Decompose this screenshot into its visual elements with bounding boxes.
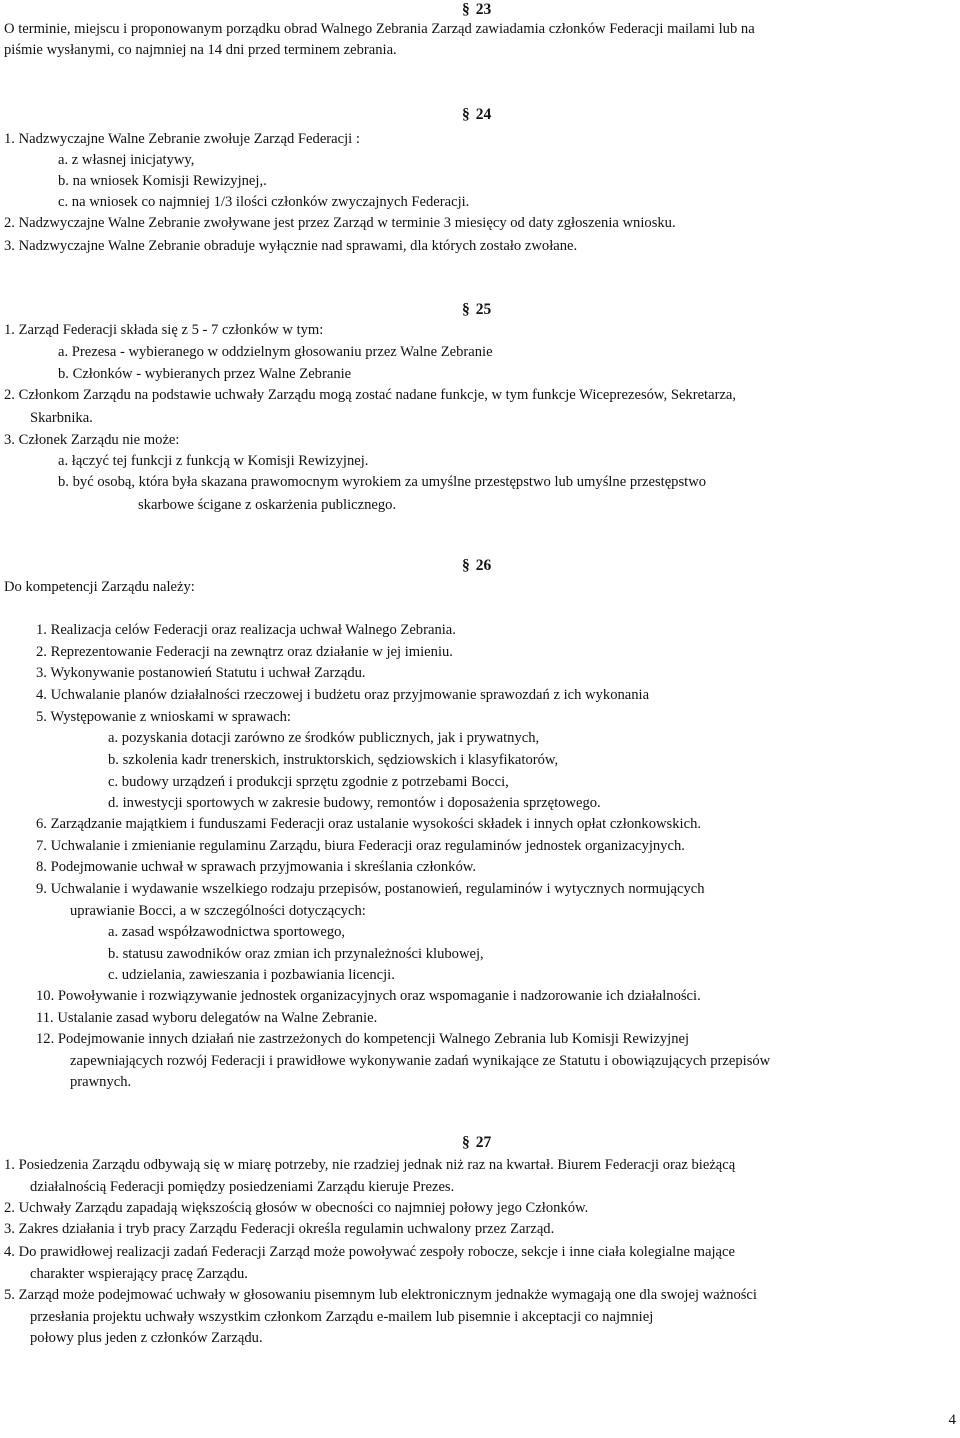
text-line: charakter wspierający pracę Zarządu. [30,1266,248,1282]
text-line: 2. Reprezentowanie Federacji na zewnątrz oraz działanie w jej imieniu. [36,644,453,660]
text-line: 3. Członek Zarządu nie może: [4,432,180,448]
text-line: a. zasad współzawodnictwa sportowego, [108,924,346,940]
section-number: 24 [475,106,492,123]
text-line: 10. Powoływanie i rozwiązywanie jednostek organizacyjnych oraz wspomaganie i nadzorowanie ich działalności. [36,988,701,1004]
section-symbol: § [462,301,470,318]
text-line: 3. Nadzwyczajne Walne Zebranie obraduje wyłącznie nad sprawami, dla których zostało zwołane. [4,238,578,254]
text-line: b. na wniosek Komisji Rewizyjnej,. [58,173,267,189]
section-number: 23 [475,1,492,18]
text-line: a. z własnej inicjatywy, [58,152,195,168]
section-number: 25 [475,301,492,318]
section-symbol: § [462,557,470,574]
text-line: 11. Ustalanie zasad wyboru delegatów na Walne Zebranie. [36,1010,378,1026]
section-heading-s24 [462,107,491,123]
text-line: połowy plus jeden z członków Zarządu. [30,1330,263,1346]
text-line: 5. Występowanie z wnioskami w sprawach: [36,709,291,725]
text-line: b. być osobą, która była skazana prawomocnym wyrokiem za umyślne przestępstwo lub umyślne przestępstwo [58,474,707,490]
text-line: 2. Uchwały Zarządu zapadają większością głosów w obecności co najmniej połowy jego Członków. [4,1200,589,1216]
text-line: 12. Podejmowanie innych działań nie zastrzeżonych do kompetencji Walnego Zebrania lub Komisji Rewizyjnej [36,1031,690,1047]
text-line: 5. Zarząd może podejmować uchwały w głosowaniu pisemnym lub elektronicznym jednakże wymagają one dla swojej ważności [4,1287,757,1303]
text-line: 1. Realizacja celów Federacji oraz realizacja uchwał Walnego Zebrania. [36,622,456,638]
text-line: b. Członków - wybieranych przez Walne Zebranie [58,366,352,382]
text-line: c. na wniosek co najmniej 1/3 ilości członków zwyczajnych Federacji. [58,194,470,210]
text-line: skarbowe ścigane z oskarżenia publicznego. [138,497,397,513]
text-line: b. szkolenia kadr trenerskich, instruktorskich, sędziowskich i klasyfikatorów, [108,752,559,768]
section-heading-s23 [462,2,491,18]
text-line: 4. Do prawidłowej realizacji zadań Federacji Zarząd może powoływać zespoły robocze, sekcje i inne ciała kolegialne mające [4,1244,735,1260]
text-line: zapewniających rozwój Federacji i prawidłowe wykonywanie zadań wynikające ze Statutu i obowiązujących przepisów [70,1053,771,1069]
text-line: O terminie, miejscu i proponowanym porządku obrad Walnego Zebrania Zarząd zawiadamia członków Federacji mailami lub na [4,21,755,37]
section-intro: Do kompetencji Zarządu należy: [4,579,195,595]
text-line: b. statusu zawodników oraz zmian ich przynależności klubowej, [108,946,484,962]
text-line: a. Prezesa - wybieranego w oddzielnym głosowaniu przez Walne Zebranie [58,344,493,360]
section-heading-s25 [462,302,491,318]
text-line: działalnością Federacji pomiędzy posiedzeniami Zarządu kieruje Prezes. [30,1179,455,1195]
section-symbol: § [462,106,470,123]
text-line: d. inwestycji sportowych w zakresie budowy, remontów i doposażenia sprzętowego. [108,795,601,811]
section-number: 27 [475,1134,492,1151]
text-line: uprawianie Bocci, a w szczególności dotyczących: [70,903,366,919]
text-line: 3. Wykonywanie postanowień Statutu i uchwał Zarządu. [36,665,366,681]
text-line: 1. Posiedzenia Zarządu odbywają się w miarę potrzeby, nie rzadziej jednak niż raz na kwartał. Biurem Federacji oraz bieżącą [4,1157,736,1173]
section-symbol: § [462,1,470,18]
text-line: 6. Zarządzanie majątkiem i funduszami Federacji oraz ustalanie wysokości składek i innych opłat członkowskich. [36,816,702,832]
text-line: a. pozyskania dotacji zarówno ze środków publicznych, jak i prywatnych, [108,730,540,746]
section-number: 26 [475,557,492,574]
text-line: 8. Podejmowanie uchwał w sprawach przyjmowania i skreślania członków. [36,859,476,875]
text-line: 9. Uchwalanie i wydawanie wszelkiego rodzaju przepisów, postanowień, regulaminów i wytycznych normujących [36,881,705,897]
text-line: 1. Zarząd Federacji składa się z 5 - 7 członków w tym: [4,322,324,338]
text-line: c. budowy urządzeń i produkcji sprzętu zgodnie z potrzebami Bocci, [108,774,509,790]
text-line: prawnych. [70,1074,132,1090]
text-line: 7. Uchwalanie i zmienianie regulaminu Zarządu, biura Federacji oraz regulaminów jednostek organizacyjnych. [36,838,685,854]
text-line: 2. Nadzwyczajne Walne Zebranie zwoływane jest przez Zarząd w terminie 3 miesięcy od daty zgłoszenia wniosku. [4,215,676,231]
text-line: 3. Zakres działania i tryb pracy Zarządu Federacji określa regulamin uchwalony przez Zarząd. [4,1221,555,1237]
text-line: 1. Nadzwyczajne Walne Zebranie zwołuje Zarząd Federacji : [4,131,360,147]
section-symbol: § [462,1134,470,1151]
text-line: c. udzielania, zawieszania i pozbawiania licencji. [108,967,395,983]
section-heading-s27 [462,1135,491,1151]
text-line: Skarbnika. [30,410,93,426]
text-line: 4. Uchwalanie planów działalności rzeczowej i budżetu oraz przyjmowanie sprawozdań z ich wykonania [36,687,650,703]
text-line: piśmie wysłanymi, co najmniej na 14 dni przed terminem zebrania. [4,42,397,58]
text-line: a. łączyć tej funkcji z funkcją w Komisji Rewizyjnej. [58,453,369,469]
text-line: 2. Członkom Zarządu na podstawie uchwały Zarządu mogą zostać nadane funkcje, w tym funkcje Wiceprezesów, Sekretarza, [4,387,737,403]
section-heading-s26 [462,558,491,574]
page-number: 4 [948,1412,956,1428]
text-line: przesłania projektu uchwały wszystkim członkom Zarządu e-mailem lub pisemnie i akceptacji co najmniej [30,1309,654,1325]
